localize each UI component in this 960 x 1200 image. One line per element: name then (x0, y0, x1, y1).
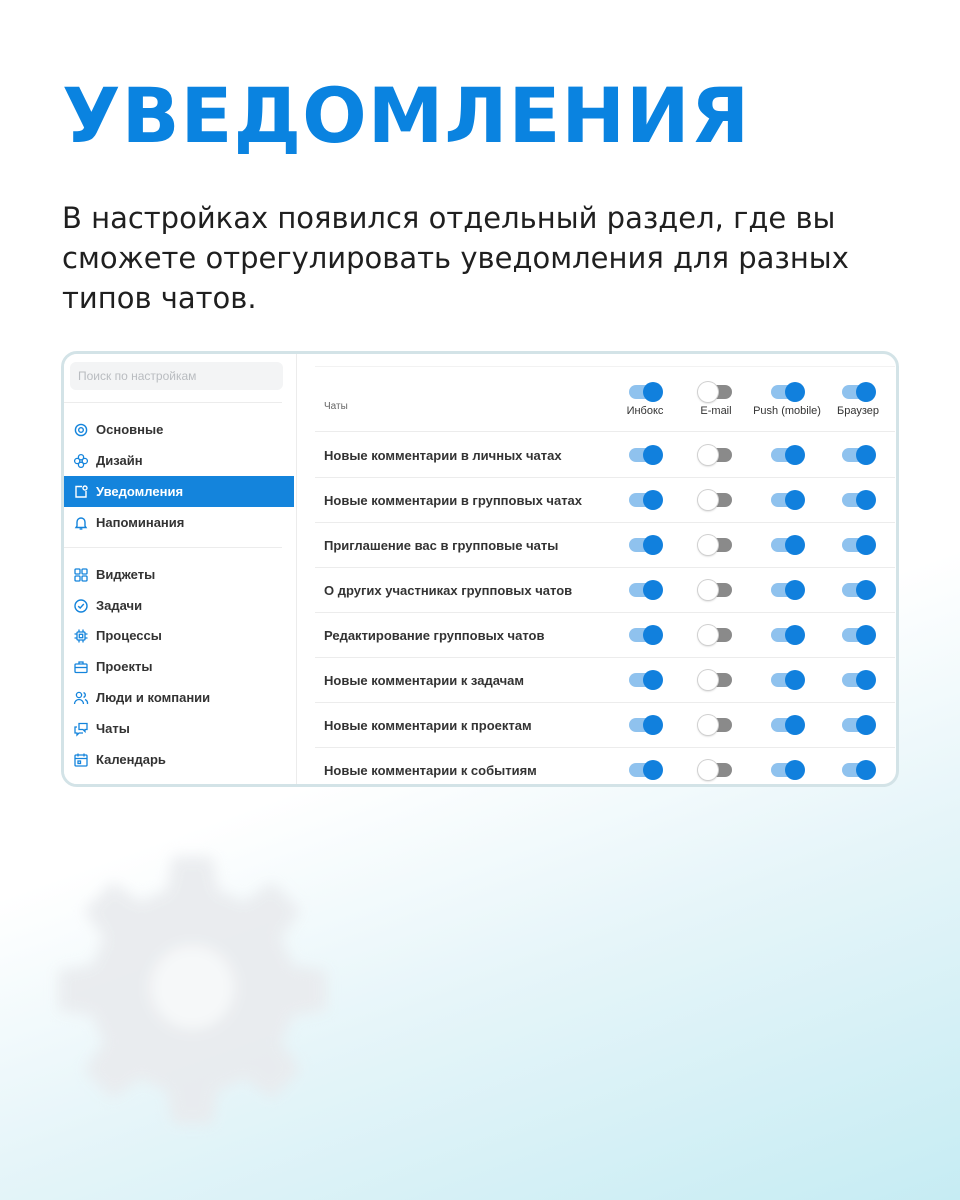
toggle-knob (856, 490, 876, 510)
gear-background-icon (50, 845, 335, 1130)
column-header: Инбокс (626, 405, 664, 417)
toggle-knob (856, 445, 876, 465)
sidebar-item-label: Задачи (96, 598, 143, 613)
toggle-knob (698, 490, 718, 510)
sidebar-item-label: Проекты (96, 659, 153, 674)
toggle-knob (785, 670, 805, 690)
toggle-knob (643, 382, 663, 402)
notification-toggle[interactable] (771, 448, 803, 462)
page-title: УВЕДОМЛЕНИЯ (62, 71, 751, 160)
notification-toggle[interactable] (700, 628, 732, 642)
sidebar-item-notifications[interactable] (64, 476, 294, 507)
toggle-knob (856, 715, 876, 735)
toggle-knob (698, 382, 718, 402)
table-row (315, 658, 895, 703)
toggle-knob (856, 535, 876, 555)
toggle-knob (856, 625, 876, 645)
row-label: Новые комментарии в групповых чатах (324, 493, 583, 508)
chat-icon (72, 720, 90, 738)
sidebar-item-label: Виджеты (96, 567, 156, 582)
sidebar-item-label: Основные (96, 422, 164, 437)
section-label: Чаты (324, 401, 348, 412)
notification-toggle[interactable] (771, 538, 803, 552)
row-label: Новые комментарии к проектам (324, 718, 532, 733)
sidebar-item-projects[interactable] (64, 651, 294, 682)
notifications-table (315, 366, 899, 787)
table-row (315, 478, 895, 523)
sidebar-item-processes[interactable] (64, 620, 294, 651)
toggle-knob (698, 715, 718, 735)
column-header: E-mail (700, 405, 732, 417)
sidebar-item-label: Напоминания (96, 515, 185, 530)
people-icon (72, 689, 90, 707)
toggle-knob (643, 625, 663, 645)
sidebar-item-label: Календарь (96, 752, 166, 767)
toggle-knob (856, 382, 876, 402)
notification-toggle[interactable] (842, 628, 874, 642)
flower-icon (72, 452, 90, 470)
toggle-knob (643, 535, 663, 555)
bell-icon (72, 514, 90, 532)
toggle-knob (785, 580, 805, 600)
table-row (315, 613, 895, 658)
toggle-knob (698, 625, 718, 645)
lead-text: В настройках появился отдельный раздел, где вы сможете отрегулировать уведомления для разных типов чатов. (62, 201, 849, 315)
row-label: Приглашение вас в групповые чаты (324, 538, 559, 553)
toggle-knob (698, 670, 718, 690)
notification-toggle[interactable] (629, 763, 661, 777)
settings-search-input[interactable]: Поиск по настройкам (70, 362, 283, 390)
notification-toggle[interactable] (771, 583, 803, 597)
notification-toggle[interactable] (629, 538, 661, 552)
sidebar-item-label: Дизайн (96, 453, 143, 468)
notification-toggle[interactable] (771, 628, 803, 642)
table-row (315, 568, 895, 613)
sidebar-item-widgets[interactable] (64, 559, 294, 590)
notification-toggle[interactable] (771, 763, 803, 777)
toggle-knob (785, 382, 805, 402)
toggle-knob (856, 670, 876, 690)
toggle-knob (643, 760, 663, 780)
notification-toggle[interactable] (700, 763, 732, 777)
notification-toggle[interactable] (629, 583, 661, 597)
notification-toggle[interactable] (771, 493, 803, 507)
sidebar-item-label: Чаты (96, 721, 130, 736)
sidebar-item-label: Уведомления (96, 484, 184, 499)
sidebar-divider (64, 402, 282, 403)
notification-toggle[interactable] (700, 583, 732, 597)
toggle-knob (643, 580, 663, 600)
notification-toggle[interactable] (842, 448, 874, 462)
toggle-knob (643, 670, 663, 690)
settings-sidebar (64, 354, 297, 784)
row-label: О других участниках групповых чатов (324, 583, 573, 598)
notification-toggle[interactable] (842, 538, 874, 552)
notification-toggle[interactable] (629, 493, 661, 507)
sidebar-item-label: Процессы (96, 628, 162, 643)
sidebar-item-design[interactable] (64, 445, 294, 476)
sidebar-item-people[interactable] (64, 682, 294, 713)
sidebar-item-chats[interactable] (64, 713, 294, 744)
toggle-knob (785, 715, 805, 735)
notification-toggle[interactable] (842, 763, 874, 777)
toggle-knob (698, 760, 718, 780)
column-master-toggle[interactable] (700, 385, 732, 399)
column-master-toggle[interactable] (771, 385, 803, 399)
toggle-knob (785, 535, 805, 555)
notification-toggle[interactable] (700, 538, 732, 552)
toggle-knob (643, 715, 663, 735)
notification-toggle[interactable] (842, 718, 874, 732)
check-circle-icon (72, 597, 90, 615)
notification-toggle[interactable] (771, 718, 803, 732)
widgets-icon (72, 566, 90, 584)
column-master-toggle[interactable] (629, 385, 661, 399)
chip-icon (72, 627, 90, 645)
toggle-knob (785, 625, 805, 645)
notification-toggle[interactable] (700, 718, 732, 732)
table-row (315, 523, 895, 568)
table-header (315, 366, 895, 432)
notification-toggle[interactable] (842, 583, 874, 597)
table-row (315, 433, 895, 478)
toggle-knob (698, 535, 718, 555)
toggle-knob (785, 760, 805, 780)
notification-toggle[interactable] (842, 493, 874, 507)
notification-toggle[interactable] (629, 673, 661, 687)
sidebar-item-label: Люди и компании (96, 690, 211, 705)
settings-screenshot (61, 351, 899, 787)
row-label: Новые комментарии к событиям (324, 763, 537, 778)
notification-toggle[interactable] (700, 448, 732, 462)
toggle-knob (643, 490, 663, 510)
sidebar-item-main[interactable] (64, 414, 294, 445)
toggle-knob (698, 445, 718, 465)
row-label: Редактирование групповых чатов (324, 628, 545, 643)
sidebar-divider (64, 547, 282, 548)
gear-icon (72, 421, 90, 439)
table-row (315, 748, 895, 787)
sidebar-item-tasks[interactable] (64, 590, 294, 621)
notification-toggle[interactable] (842, 673, 874, 687)
sidebar-item-calendar[interactable] (64, 744, 294, 775)
row-label: Новые комментарии в личных чатах (324, 448, 562, 463)
toggle-knob (698, 580, 718, 600)
notification-toggle[interactable] (629, 628, 661, 642)
calendar-icon (72, 751, 90, 769)
toggle-knob (643, 445, 663, 465)
notification-toggle[interactable] (629, 448, 661, 462)
toggle-knob (785, 490, 805, 510)
notification-toggle[interactable] (629, 718, 661, 732)
sidebar-item-reminders[interactable] (64, 507, 294, 538)
briefcase-icon (72, 658, 90, 676)
toggle-knob (856, 580, 876, 600)
notification-icon (72, 483, 90, 501)
toggle-knob (856, 760, 876, 780)
row-label: Новые комментарии к задачам (324, 673, 525, 688)
notification-toggle[interactable] (700, 673, 732, 687)
table-row (315, 703, 895, 748)
column-master-toggle[interactable] (842, 385, 874, 399)
column-header: Браузер (837, 405, 879, 417)
toggle-knob (785, 445, 805, 465)
column-header: Push (mobile) (753, 405, 821, 417)
notification-toggle[interactable] (700, 493, 732, 507)
notification-toggle[interactable] (771, 673, 803, 687)
